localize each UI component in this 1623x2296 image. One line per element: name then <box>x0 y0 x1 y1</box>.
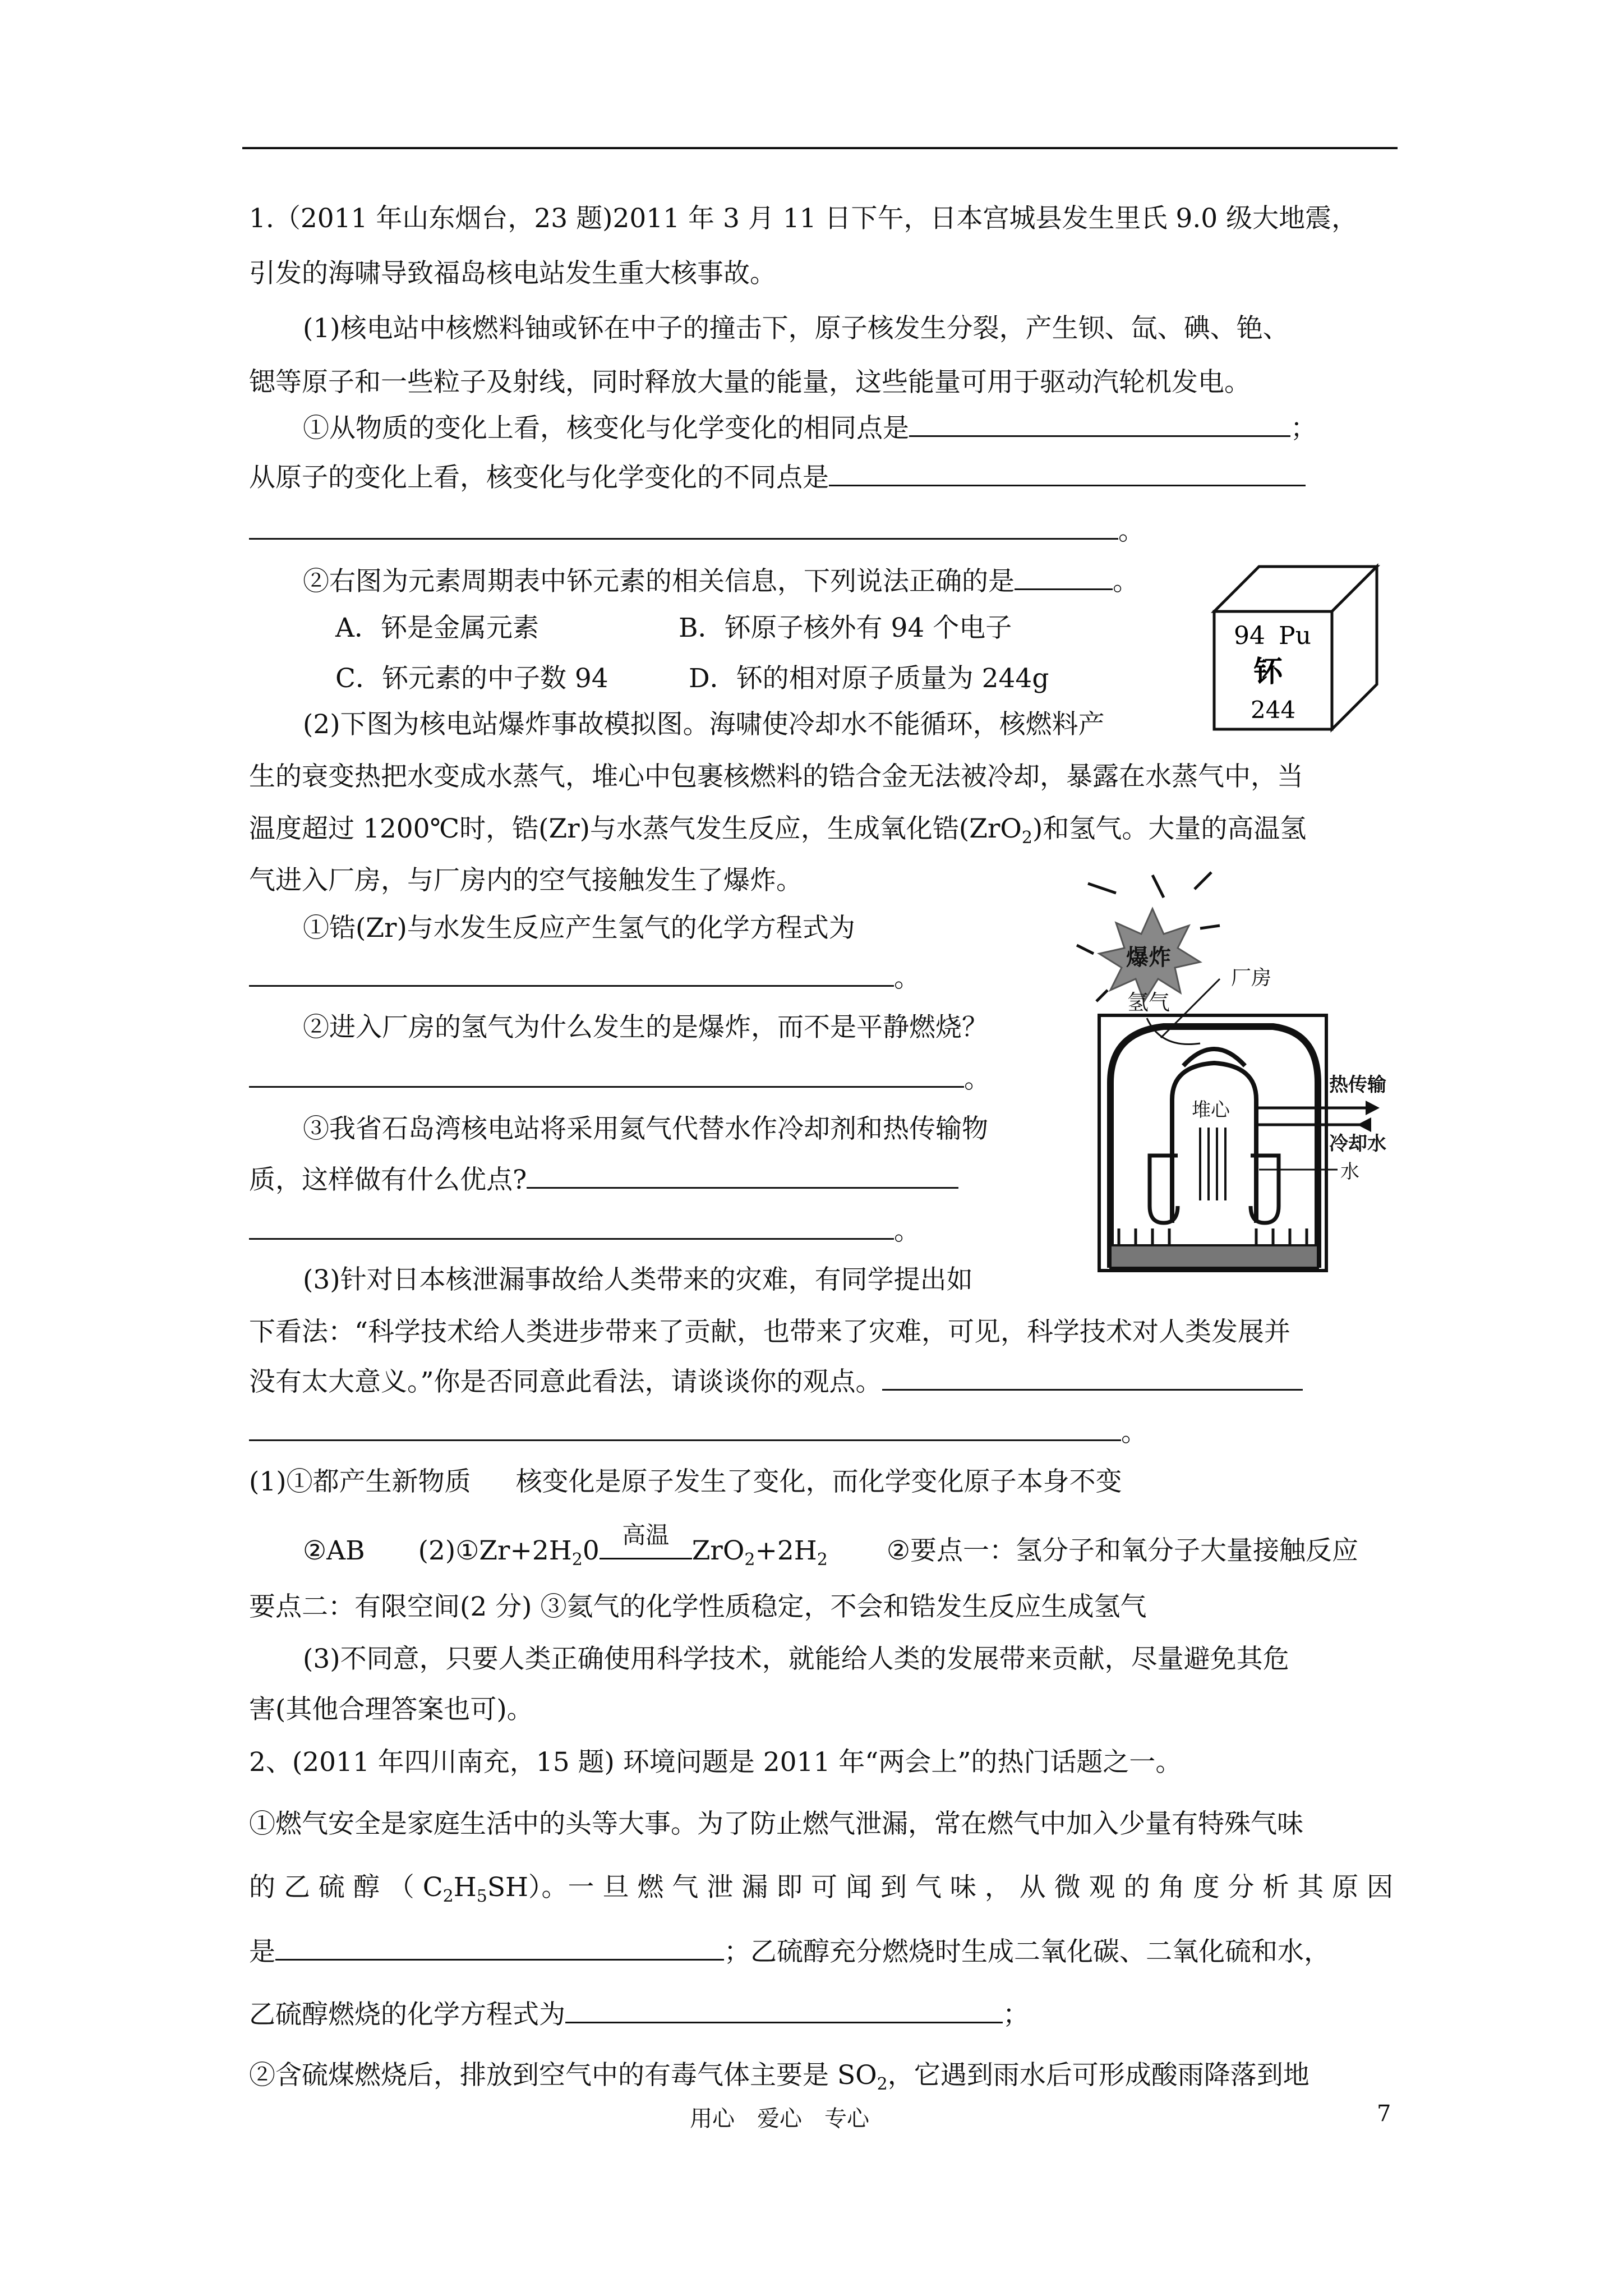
option-c: C．钚元素的中子数 94 <box>335 663 608 694</box>
answer-2-eq-mid: 0 <box>582 1535 600 1566</box>
q1-q2-3a: ③我省石岛湾核电站将采用氦气代替水作冷却剂和热传输物 <box>303 1114 988 1144</box>
q2-l3-part2: ；乙硫醇充分燃烧时生成二氧化碳、二氧化硫和水， <box>724 1936 1330 1967</box>
element-symbol: Pu <box>1279 622 1311 650</box>
answer-1a: (1)①都产生新物质 <box>249 1466 471 1497</box>
q1-s1b-line <box>249 460 1306 495</box>
header-rule <box>242 147 1398 149</box>
q1-s2-text: ②右图为元素周期表中钚元素的相关信息，下列说法正确的是 <box>303 566 1015 597</box>
q1-p2c-part2: )和氢气。大量的高温氢 <box>1032 813 1307 844</box>
building-label: 厂房 <box>1231 967 1272 990</box>
answer-3: 要点二：有限空间(2 分) ③氦气的化学性质稳定，不会和锆发生反应生成氢气 <box>249 1591 1147 1622</box>
q2-l3 <box>249 1934 1330 1969</box>
q1-s1a-line <box>303 411 1317 445</box>
q1-p2c-sub: 2 <box>1021 828 1033 848</box>
q1-q2-2-end: 。 <box>964 1064 990 1094</box>
q1-s1a-end: ； <box>1290 413 1317 444</box>
answer-1b: 核变化是原子发生了变化，而化学变化原子本身不变 <box>515 1466 1122 1497</box>
q1-s2-line <box>303 564 1139 599</box>
q1-p3a: (3)针对日本核泄漏事故给人类带来的灾难，有同学提出如 <box>303 1264 973 1295</box>
answer-2-eq-post2: +2H <box>755 1535 817 1566</box>
answer-blank[interactable] <box>882 1364 1303 1391</box>
answer-2-eq-sub3: 2 <box>817 1550 828 1570</box>
reactor-diagram <box>1066 864 1402 1285</box>
page-number: 7 <box>1377 2101 1391 2127</box>
q1-line2: 引发的海啸导致福岛核电站发生重大核事故。 <box>249 258 776 289</box>
q1-q2-1-blank-line <box>249 960 920 995</box>
answer-blank[interactable] <box>249 1213 894 1240</box>
q1-q2-3-blank-line <box>249 1213 920 1248</box>
q2-l4-end: ； <box>1003 1999 1029 2030</box>
q1-q2-3b-text: 质，这样做有什么优点? <box>249 1165 527 1195</box>
q1-p3-end: 。 <box>1121 1417 1147 1448</box>
answer-2-eq-sub1: 2 <box>571 1550 583 1570</box>
answer-blank[interactable] <box>249 1415 1121 1441</box>
answer-4a: (3)不同意，只要人类正确使用科学技术，就能给人类的发展带来贡献，尽量避免其危 <box>303 1644 1289 1674</box>
q1-p1a: (1)核电站中核燃料铀或钚在中子的撞击下，原子核发生分裂，产生钡、氙、碘、铯、 <box>303 313 1289 344</box>
q1-q2-2-blank-line <box>249 1061 990 1096</box>
q2-l4 <box>249 1997 1029 2032</box>
option-a: A．钚是金属元素 <box>335 613 539 643</box>
q1-p2c <box>249 812 1306 855</box>
element-card-figure <box>1209 561 1388 735</box>
q1-p1b: 锶等原子和一些粒子及射线，同时释放大量的能量，这些能量可用于驱动汽轮机发电。 <box>249 367 1251 398</box>
hydrogen-label: 氢气 <box>1127 990 1170 1015</box>
q1-s1a-text: ①从物质的变化上看，核变化与化学变化的相同点是 <box>303 413 909 444</box>
q1-p3-blank-line <box>249 1415 1147 1450</box>
q2-l2-sub2: 5 <box>476 1887 487 1906</box>
answer-blank[interactable] <box>829 460 1306 486</box>
q2-l2-part2: H <box>453 1872 477 1903</box>
water-label: 水 <box>1340 1161 1359 1183</box>
q1-s1b-text: 从原子的变化上看，核变化与化学变化的不同点是 <box>249 462 829 493</box>
answer-2-eq-pre: (2)①Zr+2H <box>418 1535 572 1566</box>
q2-l2-part1: 的 乙 硫 醇 （ C <box>249 1872 443 1903</box>
q1-line1: 1.（2011 年山东烟台，23 题)2011 年 3 月 11 日下午，日本宫城县发生里氏 9.0 级大地震， <box>249 203 1358 234</box>
explosion-label: 爆炸 <box>1126 945 1171 970</box>
q1-s1c-end: 。 <box>1118 516 1145 546</box>
answer-blank[interactable] <box>249 1061 964 1088</box>
q2-l3-part1: 是 <box>249 1936 275 1967</box>
q1-q2-3-end: 。 <box>894 1216 920 1246</box>
element-number: 94 <box>1234 622 1265 650</box>
answer-blank[interactable] <box>527 1162 958 1189</box>
answer-2-eq-post1: ZrO <box>691 1535 745 1566</box>
answer-2 <box>303 1521 1358 1577</box>
heat-transfer-label: 热传输 <box>1329 1074 1386 1096</box>
q1-q2-3b-line <box>249 1162 958 1197</box>
q2-l2 <box>249 1871 1393 1913</box>
q2-l2-part3: SH）。一 旦 燃 气 泄 漏 即 可 闻 到 气 味 ， 从 微 观 的 角 度 分 析 其 原 因 <box>487 1872 1394 1903</box>
answer-blank[interactable] <box>275 1934 724 1961</box>
q1-q2-2: ②进入厂房的氢气为什么发生的是爆炸，而不是平静燃烧？ <box>303 1012 988 1043</box>
q2-l5-part1: ②含硫煤燃烧后，排放到空气中的有毒气体主要是 SO <box>249 2060 877 2091</box>
reaction-condition <box>600 1521 692 1559</box>
q1-p3c-text: 没有太大意义。”你是否同意此看法，请谈谈你的观点。 <box>249 1366 882 1397</box>
answer-2-eq-sub2: 2 <box>744 1550 755 1570</box>
q1-s1c-line <box>249 513 1145 548</box>
q1-p2b: 生的衰变热把水变成水蒸气，堆心中包裹核燃料的锆合金无法被冷却，暴露在水蒸气中，当 <box>249 761 1303 792</box>
answer-2-point1: ②要点一：氢分子和氧分子大量接触反应 <box>886 1535 1358 1566</box>
q2-l5 <box>249 2059 1310 2101</box>
option-b: B．钚原子核外有 94 个电子 <box>679 613 1012 643</box>
q2-l4-part1: 乙硫醇燃烧的化学方程式为 <box>249 1999 565 2030</box>
answer-4b: 害(其他合理答案也可)。 <box>249 1694 533 1725</box>
q2-l5-sub: 2 <box>877 2074 888 2094</box>
q1-q2-1-end: 。 <box>894 963 920 993</box>
q2-l1: ①燃气安全是家庭生活中的头等大事。为了防止燃气泄漏，常在燃气中加入少量有特殊气味 <box>249 1809 1303 1839</box>
element-mass: 244 <box>1251 696 1296 724</box>
footer-motto: 用心 爱心 专心 <box>690 2106 869 2132</box>
q2-l2-sub1: 2 <box>442 1887 454 1906</box>
answer-blank[interactable] <box>249 960 894 987</box>
q1-s2-end: 。 <box>1113 566 1139 597</box>
answer-blank[interactable] <box>909 411 1290 437</box>
q1-p2c-part1: 温度超过 1200℃时，锆(Zr)与水蒸气发生反应，生成氧化锆(ZrO <box>249 813 1022 844</box>
q1-p2a: (2)下图为核电站爆炸事故模拟图。海啸使冷却水不能循环，核燃料产 <box>303 709 1105 740</box>
q2-title: 2、(2011 年四川南充，15 题) 环境问题是 2011 年“两会上”的热门话题之一。 <box>249 1747 1182 1778</box>
answer-blank[interactable] <box>565 1997 1003 2023</box>
answer-1 <box>249 1465 1122 1499</box>
answer-blank[interactable] <box>1015 564 1113 590</box>
q1-p3c-line <box>249 1364 1303 1399</box>
answer-blank[interactable] <box>249 513 1118 540</box>
q2-l5-part2: ，它遇到雨水后可形成酸雨降落到地 <box>887 2060 1310 2091</box>
q1-p3b: 下看法：“科学技术给人类进步带来了贡献，也带来了灾难，可见，科学技术对人类发展并 <box>249 1317 1291 1347</box>
answer-2-ab: ②AB <box>303 1535 365 1566</box>
q1-p2d: 气进入厂房，与厂房内的空气接触发生了爆炸。 <box>249 865 803 896</box>
reaction-condition-text: 高温 <box>622 1521 670 1549</box>
core-label: 堆心 <box>1192 1099 1230 1121</box>
cooling-water-label: 冷却水 <box>1329 1133 1386 1155</box>
option-d: D．钚的相对原子质量为 244g <box>689 663 1049 694</box>
q1-q2-1: ①锆(Zr)与水发生反应产生氢气的化学方程式为 <box>303 913 855 944</box>
element-name: 钚 <box>1253 655 1283 689</box>
